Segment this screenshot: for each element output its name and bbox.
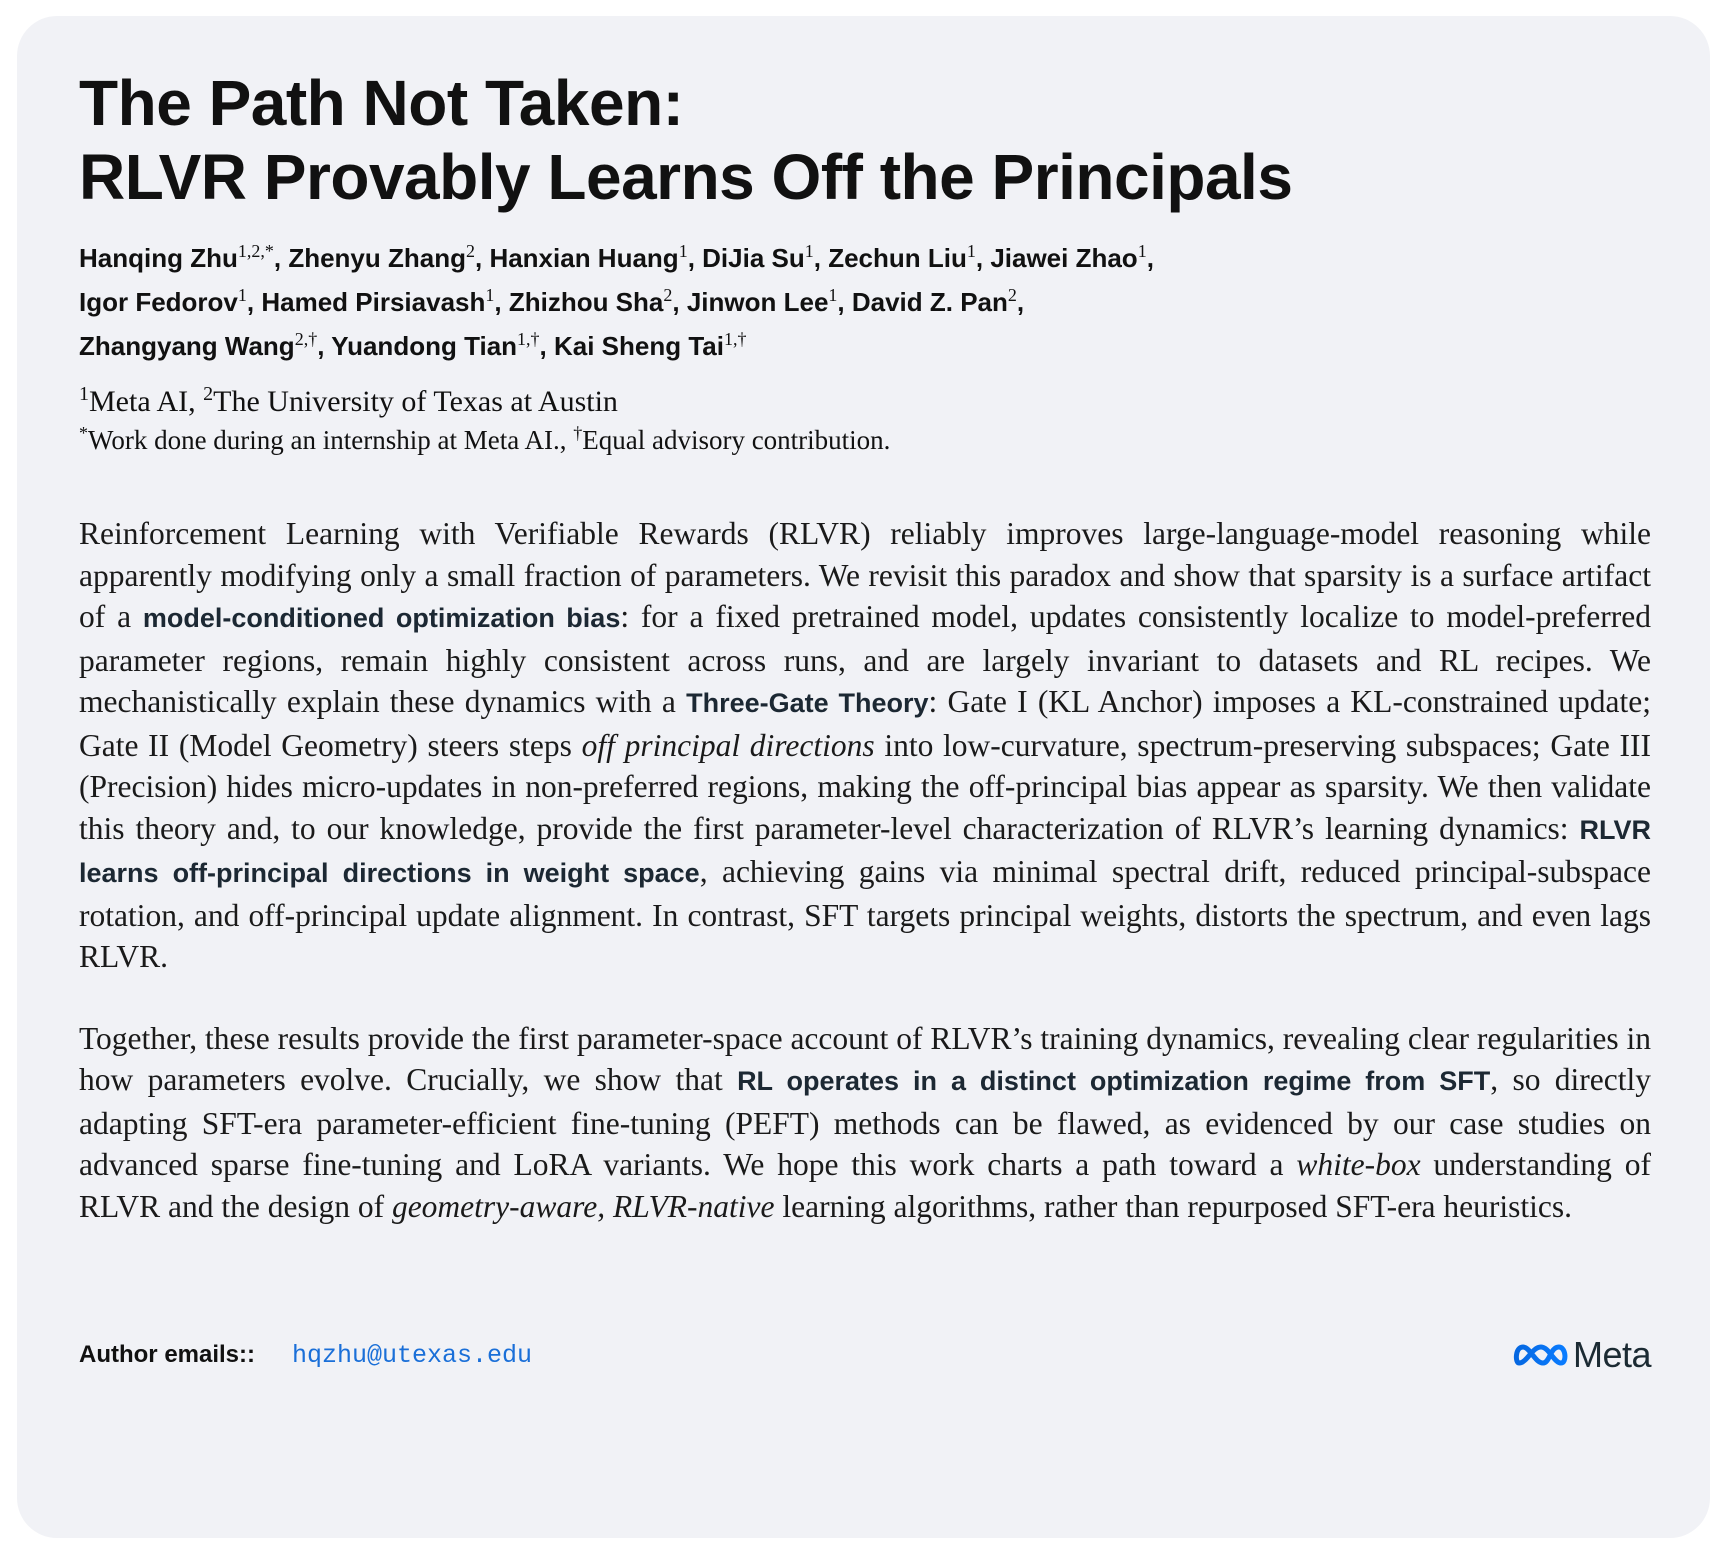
author-affiliation-mark: 1	[237, 285, 247, 305]
affil-2: The University of Texas at Austin	[213, 385, 618, 418]
author-name	[554, 331, 747, 361]
author-affiliation-mark: 2	[465, 241, 475, 261]
footer	[79, 1333, 1651, 1377]
author-affiliation-mark: 1,†	[517, 329, 540, 349]
meta-logo	[1513, 1333, 1651, 1377]
note-2: Equal advisory contribution.	[582, 425, 891, 455]
author-label: Jinwon Lee	[686, 287, 829, 317]
author-label: Hamed Pirsiavash	[261, 287, 486, 317]
affiliations	[79, 382, 1651, 422]
author-label: Hanxian Huang	[489, 243, 679, 273]
title-line-1: The Path Not Taken:	[79, 67, 684, 139]
author-label: Kai Sheng Tai	[554, 331, 724, 361]
author-affiliation-mark: 1	[678, 241, 688, 261]
author-name	[702, 243, 814, 273]
paper-header	[79, 66, 1651, 1227]
author-name	[828, 243, 976, 273]
author-affiliation-mark: 1	[804, 241, 814, 261]
author-label: Yuandong Tian	[331, 331, 518, 361]
abstract-text: : for a fixed pretrained model, updates consistently localize to model-preferred parameter regions, remain highly consistent across runs, and are largely invariant to datasets and RL recipes. We mechanistically explain these dynamics with a	[79, 599, 1651, 719]
note-mark-2: †	[573, 423, 583, 443]
affil-1: Meta AI,	[89, 385, 204, 418]
author-label: Zhizhou Sha	[508, 287, 664, 317]
emphasis-bold: RLVR learns off-principal directions in weight space	[79, 814, 1651, 888]
author-affiliation-mark: 1	[485, 285, 495, 305]
author-name	[79, 287, 247, 317]
author-email-link[interactable]: hqzhu@utexas.edu	[292, 1341, 533, 1370]
footnotes	[79, 422, 1651, 458]
note-1: Work done during an internship at Meta AI.,	[88, 425, 574, 455]
abstract-text: learning algorithms, rather than repurposed SFT-era heuristics.	[774, 1188, 1573, 1224]
abstract-text: , so directly adapting SFT-era parameter-efficient fine-tuning (PEFT) methods can be flawed, as evidenced by our case studies on advanced sparse fine-tuning and LoRA variants. We hope this work charts a path toward a	[79, 1062, 1652, 1182]
abstract-text: Together, these results provide the first parameter-space account of RLVR’s training dynamics, revealing clear regularities in how parameters evolve. Crucially, we show that	[79, 1020, 1651, 1097]
abstract-text: Reinforcement Learning with Verifiable Rewards (RLVR) reliably improves large-language-model reasoning while apparently modifying only a small fraction of parameters. We revisit this paradox and show that sparsity is a surface artifact of a	[79, 516, 1651, 634]
emphasis-bold: model-conditioned optimization bias	[142, 603, 621, 633]
author-name	[852, 287, 1017, 317]
author-name	[331, 331, 539, 361]
author-label: Igor Fedorov	[79, 287, 238, 317]
emphasis-italic: off principal directions	[581, 727, 875, 763]
emphasis-bold: RL operates in a distinct optimization regime from SFT	[737, 1066, 1491, 1096]
author-label: DiJia Su	[702, 243, 805, 273]
author-name	[288, 243, 475, 273]
author-affiliation-mark: 1,†	[724, 329, 747, 349]
emphasis-italic: white-box	[1296, 1147, 1421, 1182]
meta-infinity-icon	[1513, 1339, 1569, 1371]
author-affiliation-mark: 2,†	[294, 329, 318, 349]
abstract-text: , achieving gains via minimal spectral drift, reduced principal-subspace rotation, and off-principal update alignment. In contrast, SFT targets principal weights, distorts the spectrum, and even lags RLVR.	[79, 854, 1651, 974]
title-line-2: RLVR Provably Learns Off the Principals	[79, 141, 1293, 213]
paper-title	[79, 66, 1651, 214]
author-name	[509, 287, 673, 317]
author-name	[79, 331, 317, 361]
meta-logo-text: Meta	[1572, 1334, 1651, 1375]
author-name	[79, 243, 274, 273]
emails-label: Author emails::	[79, 1341, 256, 1368]
author-affiliation-mark: 1	[828, 285, 838, 305]
abstract-text: understanding of RLVR and the design of	[79, 1147, 1651, 1224]
author-label: Hanqing Zhu	[79, 243, 238, 273]
author-affiliation-mark: 1	[1137, 241, 1147, 261]
abstract-paragraph-2	[79, 1018, 1651, 1228]
abstract-text: : Gate I (KL Anchor) imposes a KL-constrained update; Gate II (Model Geometry) steers steps	[79, 684, 1652, 763]
emphasis-italic: geometry-aware, RLVR-native	[391, 1188, 775, 1224]
paper-card	[17, 16, 1710, 1538]
note-mark-1: *	[79, 423, 88, 443]
author-label: Zhenyu Zhang	[288, 243, 466, 273]
author-name	[261, 287, 494, 317]
emphasis-bold: Three-Gate Theory	[686, 688, 929, 718]
author-list: Hanqing Zhu$^{1,2,*}$, Zhenyu Zhang$^2$, Hanxian Huang$^1$, DiJia Su$^1$, Zechun Liu$^1$, Jiawei Zhao$^1$, Igor Fedorov$^1$, Hamed Pirsiavash$^1$, Zhizhou Sha$^2$, Jinwon Lee$^1$, David Z. Pan$^2$, Zhangyang Wang$^{2,\dagger}$, Yuandong Tian$^{1,\dagger}$, Kai Sheng Tai$^{1,\dagger}$	[79, 241, 1154, 361]
abstract-text: into low-curvature, spectrum-preserving subspaces; Gate III (Precision) hides micro-updates in non-preferred regions, making the off-principal bias appear as sparsity. We then validate this theory and, to our knowledge, provide the first parameter-level characterization of RLVR’s learning dynamics:	[79, 727, 1651, 846]
affil-mark-2: 2	[203, 383, 214, 405]
author-label: David Z. Pan	[851, 287, 1008, 317]
author-name	[990, 243, 1146, 273]
author-label: Zechun Liu	[828, 243, 967, 273]
affil-mark-1: 1	[79, 383, 89, 405]
author-name	[489, 243, 687, 273]
author-label: Zhangyang Wang	[79, 331, 295, 361]
author-affiliation-mark: 2	[663, 285, 673, 305]
author-affiliation-mark: 2	[1007, 285, 1017, 305]
author-affiliation-mark: 1	[966, 241, 976, 261]
author-affiliation-mark: 1,2,*	[237, 241, 274, 261]
author-label: Jiawei Zhao	[990, 243, 1138, 273]
abstract-paragraph-1	[79, 513, 1651, 978]
author-name	[687, 287, 838, 317]
